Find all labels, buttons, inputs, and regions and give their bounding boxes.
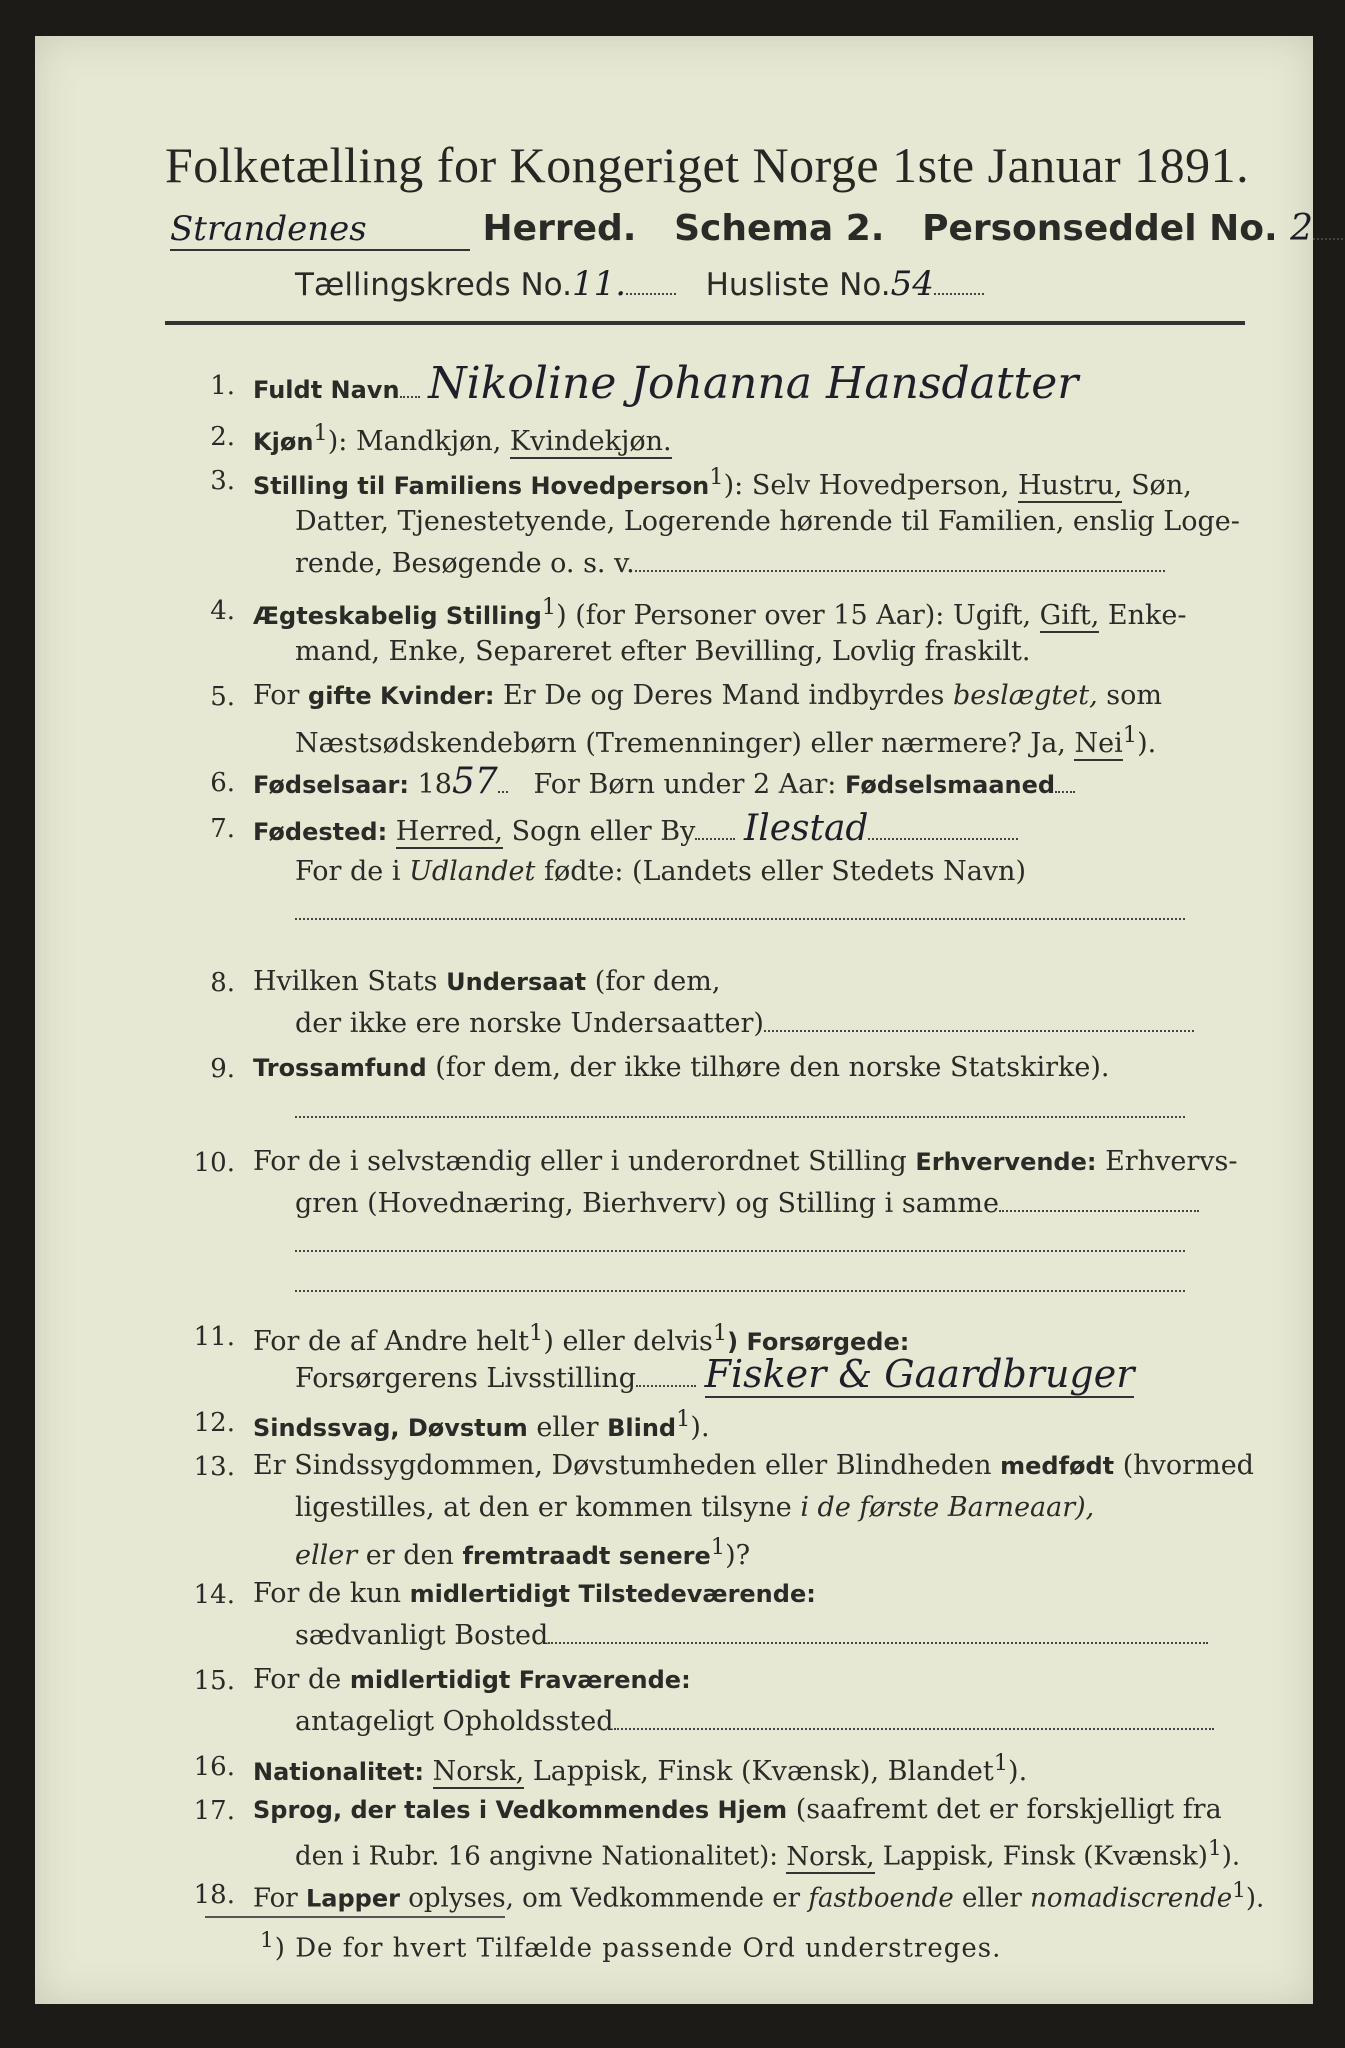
- married-text: beslægtet,: [952, 680, 1098, 711]
- birthplace-text: For de i: [295, 856, 401, 887]
- marital-line-2: mand, Enke, Separeret efter Bevilling, Lovlig fraskilt.: [295, 636, 1031, 667]
- lapps-text: oplyses, om Vedkommende er: [408, 1883, 801, 1914]
- position-text: ): Selv Hovedperson,: [723, 470, 1010, 501]
- full-name-handwritten: Nikoline Johanna Hansdatter: [428, 358, 1079, 409]
- dotted-line: [295, 1289, 1185, 1292]
- nationality-text: ).: [1008, 1756, 1028, 1787]
- nationality-selected-option: Norsk,: [432, 1756, 525, 1787]
- position-label: Stilling til Familiens Hovedperson: [253, 472, 710, 500]
- supported-label: ) Forsørgede:: [727, 1328, 910, 1356]
- dotted-line: [400, 395, 420, 398]
- row-position: [253, 464, 1192, 501]
- row-number: 14.: [193, 1580, 235, 1610]
- row-number: 6.: [210, 768, 235, 798]
- birthplace-text: fødte: (Landets eller Stedets Navn): [543, 856, 1026, 887]
- row-number: 11.: [193, 1322, 235, 1352]
- footnote-mark: 1: [313, 420, 328, 446]
- row-number: 12.: [193, 1408, 235, 1438]
- dotted-line: [1055, 790, 1075, 793]
- language-line-2: [295, 1836, 1240, 1872]
- row-language: [253, 1794, 1222, 1825]
- dotted-line: [295, 1249, 1185, 1252]
- occupation-text: gren (Hovednæring, Bierhverv) og Stilling i samme: [295, 1188, 1000, 1219]
- row-temporary-absent: [253, 1664, 691, 1695]
- census-form: [35, 36, 1313, 2004]
- row-religion: [253, 1052, 1110, 1083]
- blind-label: Blind: [607, 1414, 677, 1442]
- row-number: 18.: [193, 1880, 235, 1910]
- footnote-mark: 1: [710, 1534, 726, 1560]
- occupation-text: Erhvervs-: [1105, 1146, 1238, 1177]
- birthplace-label: Fødested:: [253, 818, 388, 846]
- position-selected-option: Hustru,: [1017, 470, 1123, 501]
- lapps-text: ).: [1245, 1883, 1265, 1914]
- row-birth-year: [253, 761, 1075, 802]
- religion-line-2: [295, 1094, 1185, 1125]
- kreds-handwritten: 11.: [571, 264, 627, 304]
- citizenship-text: (for dem,: [594, 966, 721, 997]
- dotted-line: [295, 1115, 1185, 1118]
- congenital-text: ligestilles, at den er kommen tilsyne: [295, 1492, 792, 1523]
- full-name-label: Fuldt Navn: [253, 376, 400, 404]
- citizenship-text: der ikke ere norske Undersaatter): [295, 1008, 764, 1039]
- herred-handwritten: Strandenes: [170, 209, 470, 251]
- absent-text: For de: [253, 1664, 342, 1695]
- related-selected-option: Nei: [1074, 728, 1123, 759]
- footnote-mark: 1: [1232, 1878, 1246, 1903]
- birth-year-label: Fødselsaar:: [253, 771, 409, 799]
- supported-text: For de af Andre helt: [253, 1326, 530, 1357]
- nationality-label: Nationalitet:: [253, 1758, 425, 1786]
- occupation-line-4: [295, 1268, 1185, 1299]
- dotted-line: [498, 790, 508, 793]
- position-text: rende, Besøgende o. s. v.: [295, 548, 635, 579]
- language-label: Sprog, der tales i Vedkommendes Hjem: [253, 1796, 788, 1824]
- herred-line: [170, 208, 1314, 251]
- dotted-line: [635, 569, 1165, 572]
- later-onset-label: fremtraadt senere: [462, 1542, 711, 1570]
- lapps-text: For: [253, 1883, 298, 1914]
- sex-selected-option: Kvindekjøn.: [509, 426, 672, 457]
- disability-text: ).: [690, 1412, 710, 1443]
- row-number: 16.: [193, 1752, 235, 1782]
- position-line-2: Datter, Tjenestetyende, Logerende hørende til Familien, enslig Loge-: [295, 506, 1240, 537]
- footnote: $^1$) De for hvert Tilfælde passende Ord understreges.: [260, 1928, 1002, 1964]
- schema-label: Schema 2.: [674, 208, 885, 249]
- lapps-label: Lapper: [305, 1884, 400, 1913]
- congenital-text: i de første Barneaar),: [800, 1492, 1095, 1523]
- row-full-name: [253, 358, 1078, 409]
- kreds-line: [295, 264, 1195, 304]
- temporary-present-line-2: [295, 1620, 1208, 1651]
- lapps-text: eller: [961, 1883, 1022, 1914]
- row-number: 2.: [210, 422, 235, 452]
- birthplace-text: Udlandet: [409, 856, 536, 887]
- row-citizenship: [253, 966, 720, 997]
- birth-month-label: Fødselsmaaned: [844, 771, 1056, 799]
- congenital-text: (hvormed: [1122, 1450, 1254, 1481]
- row-lapps: [253, 1878, 1264, 1914]
- footnote-mark: 1: [260, 1928, 275, 1953]
- birthplace-line-2: [295, 856, 1026, 887]
- nationality-text: Lappisk, Finsk (Kvænsk), Blandet: [532, 1756, 994, 1787]
- dotted-line: [626, 292, 676, 295]
- kreds-label: Tællingskreds No.: [295, 267, 572, 303]
- row-number: 9.: [210, 1054, 235, 1084]
- temporary-absent-line-2: [295, 1706, 1214, 1737]
- language-text: ).: [1221, 1841, 1241, 1872]
- married-text: Er De og Deres Mand indbyrdes: [503, 680, 945, 711]
- language-text: (saafremt det er forskjelligt fra: [795, 1794, 1222, 1825]
- dotted-line: [999, 1209, 1199, 1212]
- footnote-mark: 1: [529, 1320, 544, 1346]
- husliste-handwritten: 54: [890, 264, 934, 304]
- religion-text: (for dem, der ikke tilhøre den norske Statskirke).: [435, 1052, 1110, 1083]
- congenital-line-3: [295, 1534, 750, 1571]
- marital-text: Enke-: [1107, 600, 1187, 631]
- row-sex: [253, 420, 672, 457]
- supporter-occupation-handwritten: Fisker & Gaardbruger: [704, 1352, 1135, 1396]
- footnote-mark: 1: [709, 464, 724, 490]
- language-text: Lappisk, Finsk (Kvænsk): [882, 1841, 1208, 1872]
- congenital-text: eller: [295, 1540, 358, 1571]
- lapps-text: nomadiscrende: [1030, 1883, 1233, 1914]
- footnote-text: De for hvert Tilfælde passende Ord understreges.: [295, 1933, 1002, 1964]
- birth-year-handwritten: 57: [451, 761, 498, 802]
- birth-year-text: For Børn under 2 Aar:: [533, 769, 837, 800]
- congenital-text: er den: [365, 1540, 454, 1571]
- dotted-line: [614, 1727, 1214, 1730]
- row-occupation: [253, 1146, 1237, 1177]
- occupation-line-3: [295, 1228, 1185, 1259]
- absent-text: antageligt Opholdssted: [295, 1706, 614, 1737]
- citizenship-label: Undersaat: [446, 968, 587, 996]
- married-text: Næstsødskendebørn (Tremenninger) eller nærmere? Ja,: [295, 728, 1066, 759]
- dotted-line: [636, 1384, 696, 1387]
- row-number: 13.: [193, 1452, 235, 1482]
- lapps-text: fastboende: [808, 1883, 954, 1914]
- marital-text: ) (for Personer over 15 Aar): Ugift,: [556, 600, 1032, 631]
- row-number: 7.: [210, 814, 235, 844]
- temporary-absent-label: midlertidigt Fraværende:: [349, 1666, 691, 1694]
- supported-text: Forsørgerens Livsstilling: [295, 1363, 637, 1394]
- row-birthplace: [253, 808, 1018, 849]
- dotted-line: [295, 917, 1185, 920]
- row-number: 8.: [210, 968, 235, 998]
- birthplace-text: Sogn eller By: [511, 816, 696, 847]
- row-congenital: [253, 1450, 1254, 1481]
- personseddel-handwritten: 2: [1290, 208, 1314, 249]
- occupation-text: For de i selvstændig eller i underordnet Stilling: [253, 1146, 907, 1177]
- header-rule: [165, 321, 1245, 325]
- disability-label: Sindssvag, Døvstum: [253, 1414, 528, 1442]
- position-line-3: [295, 548, 1165, 579]
- dotted-line: [1313, 237, 1345, 240]
- row-disability: [253, 1406, 710, 1443]
- language-text: den i Rubr. 16 angivne Nationalitet):: [295, 1841, 779, 1872]
- herred-label: Herred.: [482, 208, 637, 249]
- married-line-2: [295, 722, 1156, 759]
- supported-text: ) eller delvis: [543, 1326, 713, 1357]
- occupation-line-2: [295, 1188, 1199, 1219]
- marital-selected-option: Gift,: [1039, 600, 1100, 631]
- birth-year-prefix: 18: [417, 769, 452, 800]
- congenital-text: )?: [725, 1540, 751, 1571]
- row-temporary-present: [253, 1578, 816, 1609]
- footnote-mark: 1: [1122, 722, 1138, 748]
- birthplace-line-3: [295, 896, 1185, 927]
- row-number: 4.: [210, 596, 235, 626]
- footnote-mark: 1: [541, 594, 557, 620]
- dotted-line: [868, 837, 1018, 840]
- congenital-text: Er Sindssygdommen, Døvstumheden eller Blindheden: [253, 1450, 992, 1481]
- row-number: 17.: [193, 1796, 235, 1826]
- birthplace-selected-option: Herred,: [395, 816, 503, 847]
- row-number: 10.: [193, 1148, 235, 1178]
- citizenship-text: Hvilken Stats: [253, 966, 438, 997]
- footnote-mark: 1: [993, 1750, 1009, 1776]
- dotted-line: [764, 1029, 1194, 1032]
- citizenship-line-2: [295, 1008, 1194, 1039]
- row-number: 15.: [193, 1666, 235, 1696]
- married-women-label: gifte Kvinder:: [308, 682, 495, 710]
- temporary-text: For de kun: [253, 1578, 401, 1609]
- religion-label: Trossamfund: [253, 1054, 427, 1082]
- congenital-label: medfødt: [1000, 1452, 1115, 1480]
- congenital-line-2: [295, 1492, 1094, 1523]
- footnote-rule: [205, 1916, 505, 1918]
- birthplace-handwritten: Ilestad: [743, 808, 869, 849]
- sex-text: ): Mandkjøn,: [327, 426, 502, 457]
- married-text: som: [1106, 680, 1162, 711]
- marital-label: Ægteskabelig Stilling: [253, 602, 542, 630]
- footnote-mark: 1: [712, 1320, 728, 1346]
- footnote-mark: 1: [1207, 1836, 1222, 1861]
- husliste-label: Husliste No.: [705, 267, 891, 303]
- row-marital: [253, 594, 1186, 631]
- row-number: 5.: [210, 682, 235, 712]
- language-selected-option: Norsk,: [786, 1841, 875, 1872]
- dotted-line: [934, 292, 984, 295]
- dotted-line: [548, 1641, 1208, 1644]
- temporary-present-label: midlertidigt Tilstedeværende:: [409, 1580, 816, 1608]
- temporary-text: sædvanligt Bosted: [295, 1620, 549, 1651]
- supported-line-2: [295, 1352, 1134, 1396]
- married-text: For: [253, 680, 300, 711]
- row-married-women: [253, 680, 1162, 711]
- dotted-line: [695, 837, 735, 840]
- married-text: ).: [1137, 728, 1157, 759]
- footnote-mark: 1: [676, 1406, 691, 1432]
- row-nationality: [253, 1750, 1027, 1787]
- form-title: Folketælling for Kongeriget Norge 1ste Januar 1891.: [165, 137, 1250, 193]
- disability-text: eller: [536, 1412, 599, 1443]
- position-text: Søn,: [1131, 470, 1192, 501]
- row-number: 1.: [210, 371, 235, 401]
- personseddel-label: Personseddel No.: [922, 208, 1278, 249]
- occupation-label: Erhvervende:: [915, 1148, 1097, 1176]
- row-number: 3.: [210, 466, 235, 496]
- sex-label: Kjøn: [253, 428, 314, 456]
